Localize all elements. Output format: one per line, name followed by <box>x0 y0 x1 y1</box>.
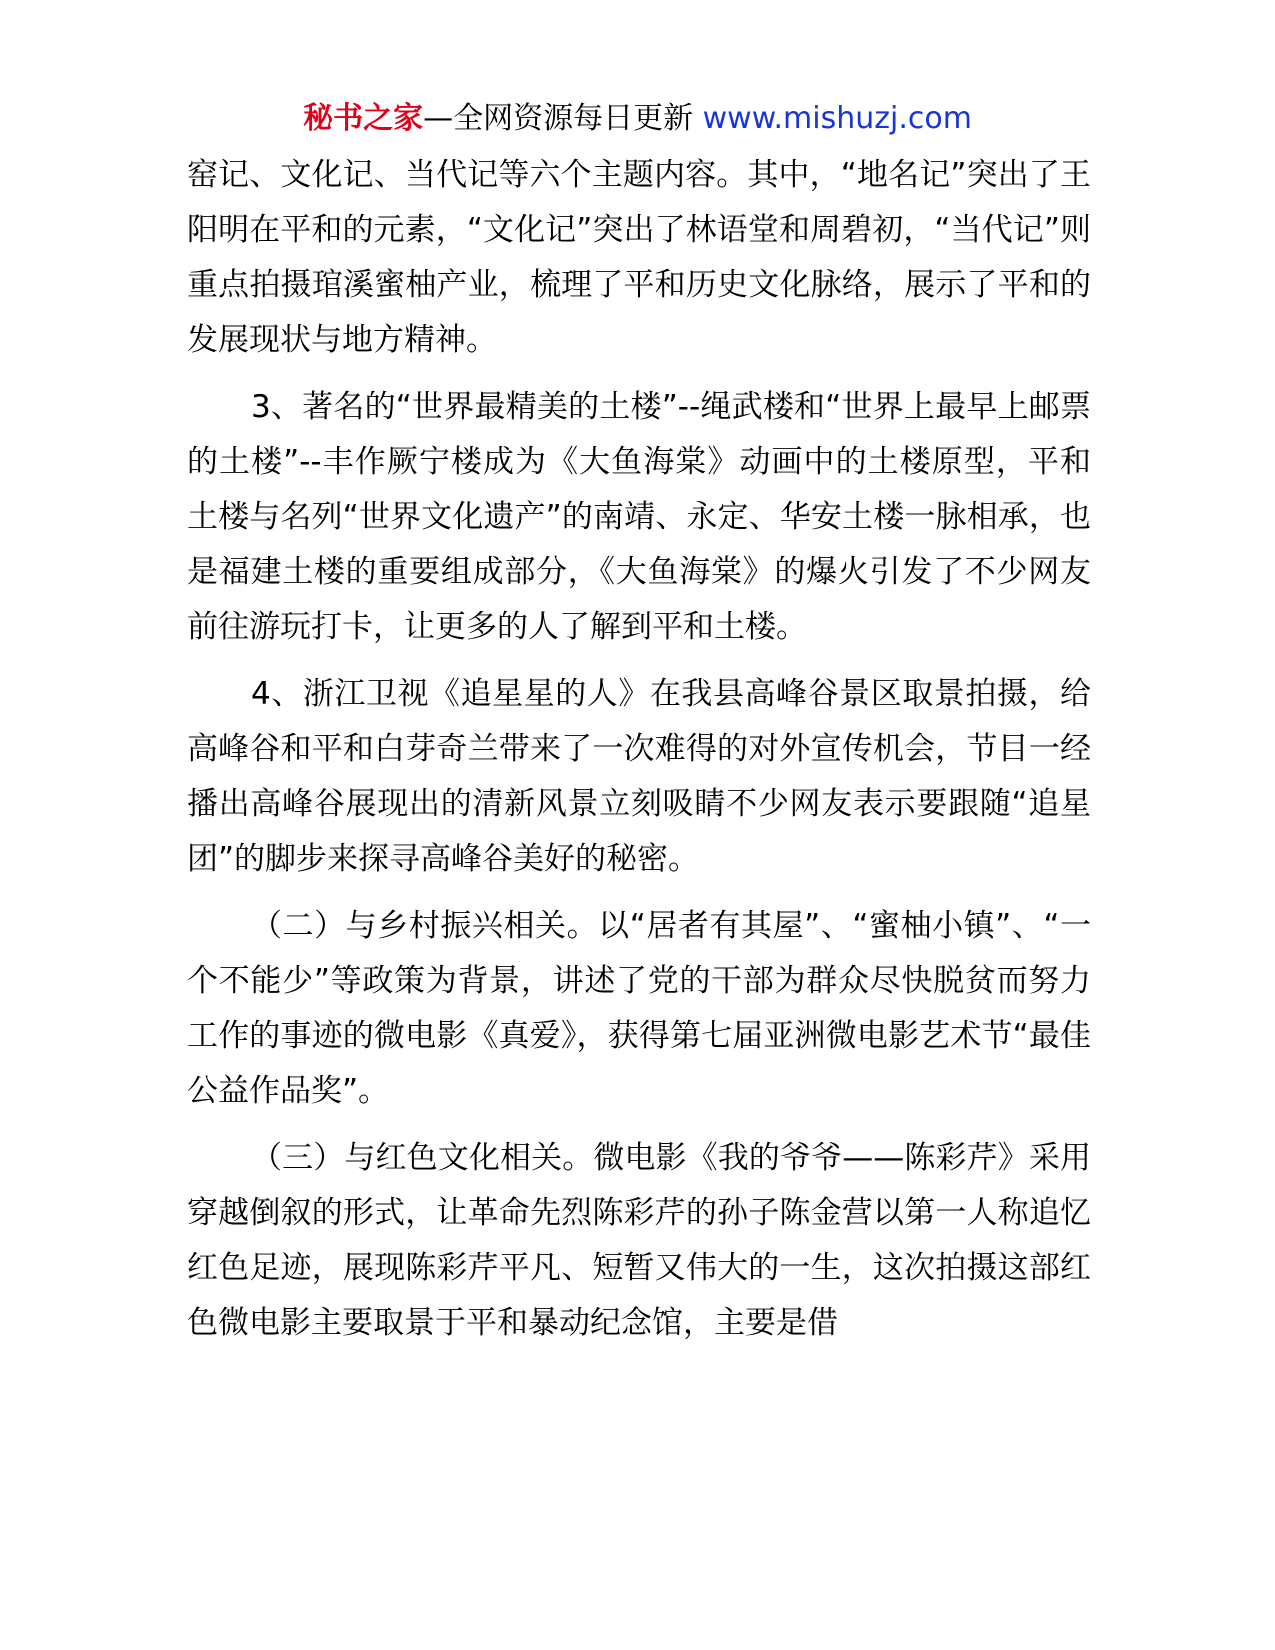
paragraph-item-4: 4、浙江卫视《追星星的人》在我县高峰谷景区取景拍摄，给高峰谷和平和白芽奇兰带来了一次难得的对外宣传机会，节目一经播出高峰谷展现出的清新风景立刻吸睛不少网友表示要跟随“追星团”的脚步来探寻高峰谷美好的秘密。 <box>187 676 1091 877</box>
page-header <box>0 98 1275 140</box>
paragraph-continuation: 窑记、文化记、当代记等六个主题内容。其中，“地名记”突出了王阳明在平和的元素，“文化记”突出了林语堂和周碧初，“当代记”则重点拍摄琯溪蜜柚产业，梳理了平和历史文化脉络，展示了平和的发展现状与地方精神。 <box>187 157 1091 358</box>
paragraph-section-3: （三）与红色文化相关。微电影《我的爷爷——陈彩芹》采用穿越倒叙的形式，让革命先烈陈彩芹的孙子陈金营以第一人称追忆红色足迹，展现陈彩芹平凡、短暂又伟大的一生，这次拍摄这部红色微电影主要取景于平和暴动纪念馆，主要是借 <box>187 1140 1091 1341</box>
paragraph-item-3: 3、著名的“世界最精美的土楼”--绳武楼和“世界上最早上邮票的土楼”--丰作厥宁楼成为《大鱼海棠》动画中的土楼原型，平和土楼与名列“世界文化遗产”的南靖、永定、华安土楼一脉相承，也是福建土楼的重要组成部分，《大鱼海棠》的爆火引发了不少网友前往游玩打卡，让更多的人了解到平和土楼。 <box>187 389 1091 645</box>
paragraph-section-2: （二）与乡村振兴相关。以“居者有其屋”、“蜜柚小镇”、“一个不能少”等政策为背景，讲述了党的干部为群众尽快脱贫而努力工作的事迹的微电影《真爱》，获得第七届亚洲微电影艺术节“最佳公益作品奖”。 <box>187 908 1091 1109</box>
document-body <box>187 148 1091 1363</box>
brand-name: 秘书之家 <box>303 101 424 136</box>
site-url-link[interactable]: www.mishuzj.com <box>702 101 972 136</box>
header-tagline: —全网资源每日更新 <box>423 101 703 136</box>
